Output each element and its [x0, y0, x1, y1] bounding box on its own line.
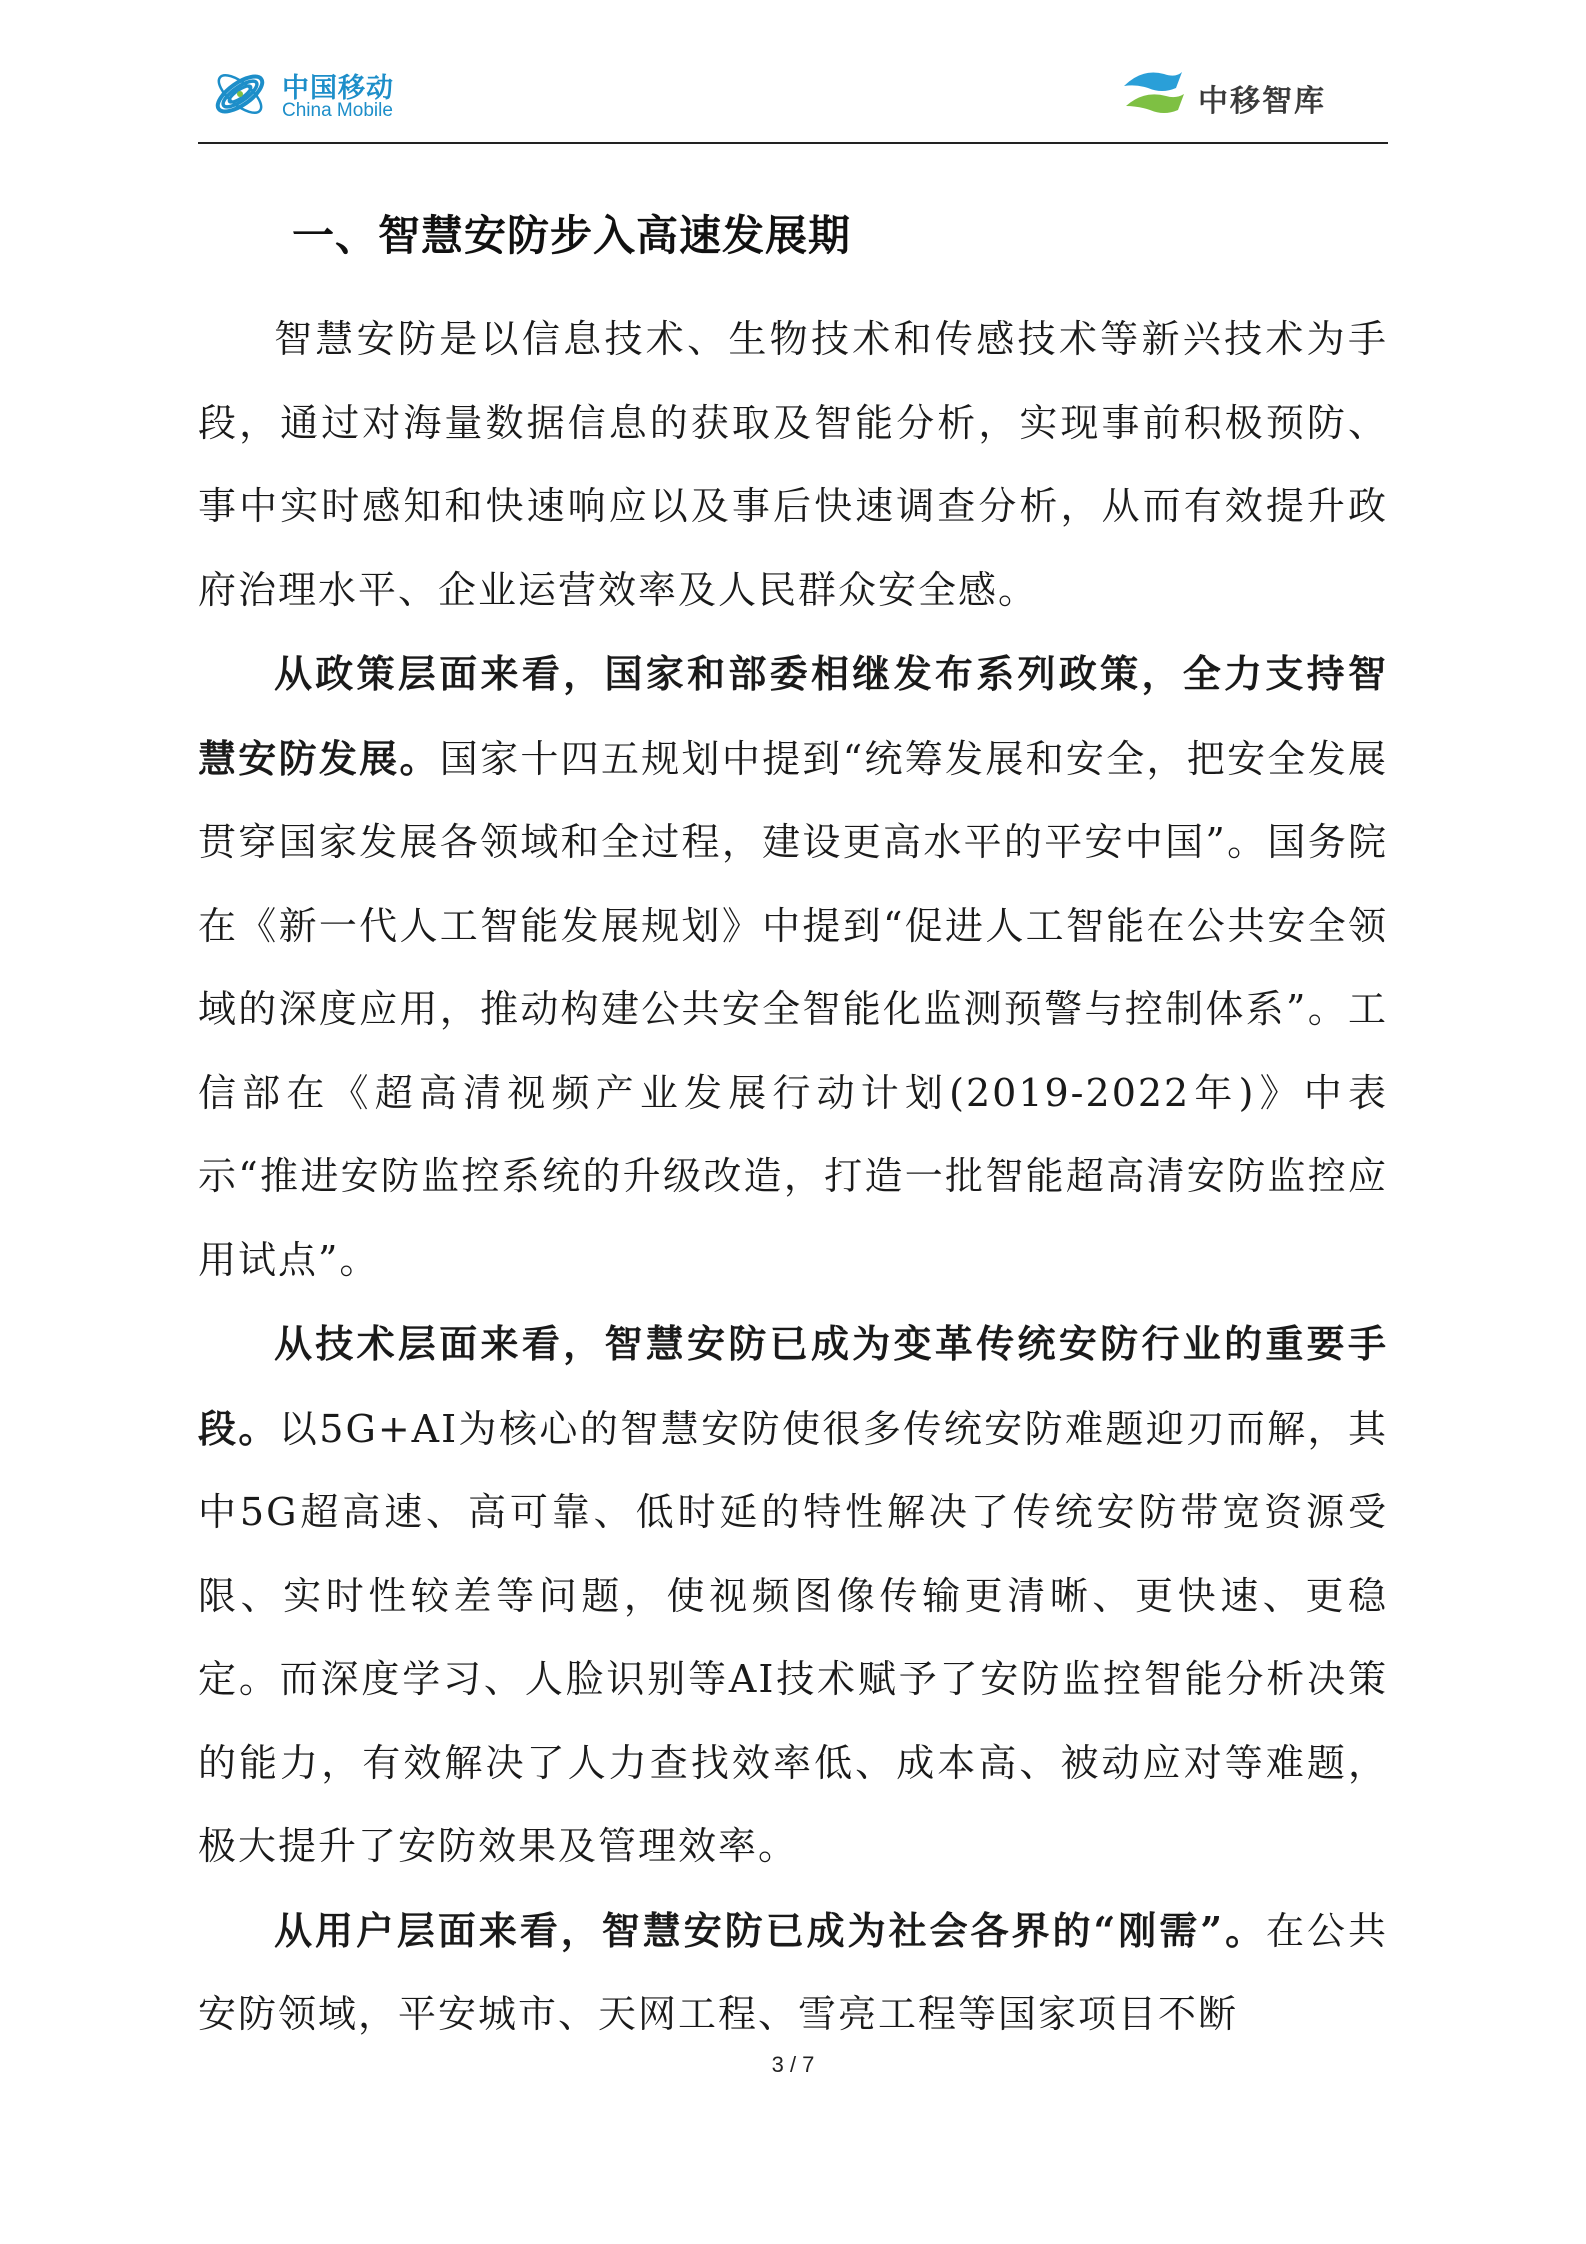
page-header: [198, 58, 1388, 144]
zhongyi-think-tank-name: 中移智库: [1198, 84, 1326, 119]
china-mobile-swirl-icon: [210, 64, 270, 124]
zhongyi-think-tank-logo: [1118, 62, 1358, 126]
document-body: [198, 200, 1388, 2057]
paragraph-lead: 从技术层面来看，智慧安防已成为变革传统安防行业的重要手段。: [198, 1321, 1388, 1451]
paragraph-policy: [198, 632, 1388, 1302]
paragraph-user: [198, 1889, 1388, 2057]
china-mobile-name-en: China Mobile: [282, 100, 393, 121]
paragraph-text: 在公共安防领域，平安城市、天网工程、雪亮工程等国家项目不断: [198, 1908, 1388, 2036]
paragraph-intro: [198, 298, 1388, 632]
page-number: 3 / 7: [771, 2052, 815, 2077]
china-mobile-logo: [210, 62, 410, 126]
paragraph-text: 以5G+AI为核心的智慧安防使很多传统安防难题迎刃而解，其中5G超高速、高可靠、低时延的特性解决了传统安防带宽资源受限、实时性较差等问题，使视频图像传输更清晰、更快速、更稳定。而深度学习、人脸识别等AI技术赋予了安防监控智能分析决策的能力，有效解决了人力查找效率低、成本高、被动应对等难题，极大提升了安防效果及管理效率。: [198, 1406, 1388, 1868]
paragraph-lead: 从政策层面来看，国家和部委相继发布系列政策，全力支持智慧安防发展。: [198, 651, 1388, 781]
header-divider: [198, 142, 1388, 144]
paragraph-technology: [198, 1302, 1388, 1889]
paragraph-text: 国家十四五规划中提到“统筹发展和安全，把安全发展贯穿国家发展各领域和全过程，建设更高水平的平安中国”。国务院在《新一代人工智能发展规划》中提到“促进人工智能在公共安全领域的深度应用，推动构建公共安全智能化监测预警与控制体系”。工信部在《超高清视频产业发展行动计划(2019-2022年)》中表示“推进安防监控系统的升级改造，打造一批智能超高清安防监控应用试点”。: [198, 736, 1388, 1282]
china-mobile-name-cn: 中国移动: [282, 73, 394, 104]
section-title: 一、智慧安防步入高速发展期: [292, 211, 852, 260]
zhongyi-ribbon-icon: [1118, 64, 1190, 124]
paragraph-lead: 从用户层面来看，智慧安防已成为社会各界的“刚需”。: [274, 1907, 1267, 1953]
paragraph-text: 智慧安防是以信息技术、生物技术和传感技术等新兴技术为手段，通过对海量数据信息的获取及智能分析，实现事前积极预防、事中实时感知和快速响应以及事后快速调查分析，从而有效提升政府治理水平、企业运营效率及人民群众安全感。: [198, 317, 1388, 612]
